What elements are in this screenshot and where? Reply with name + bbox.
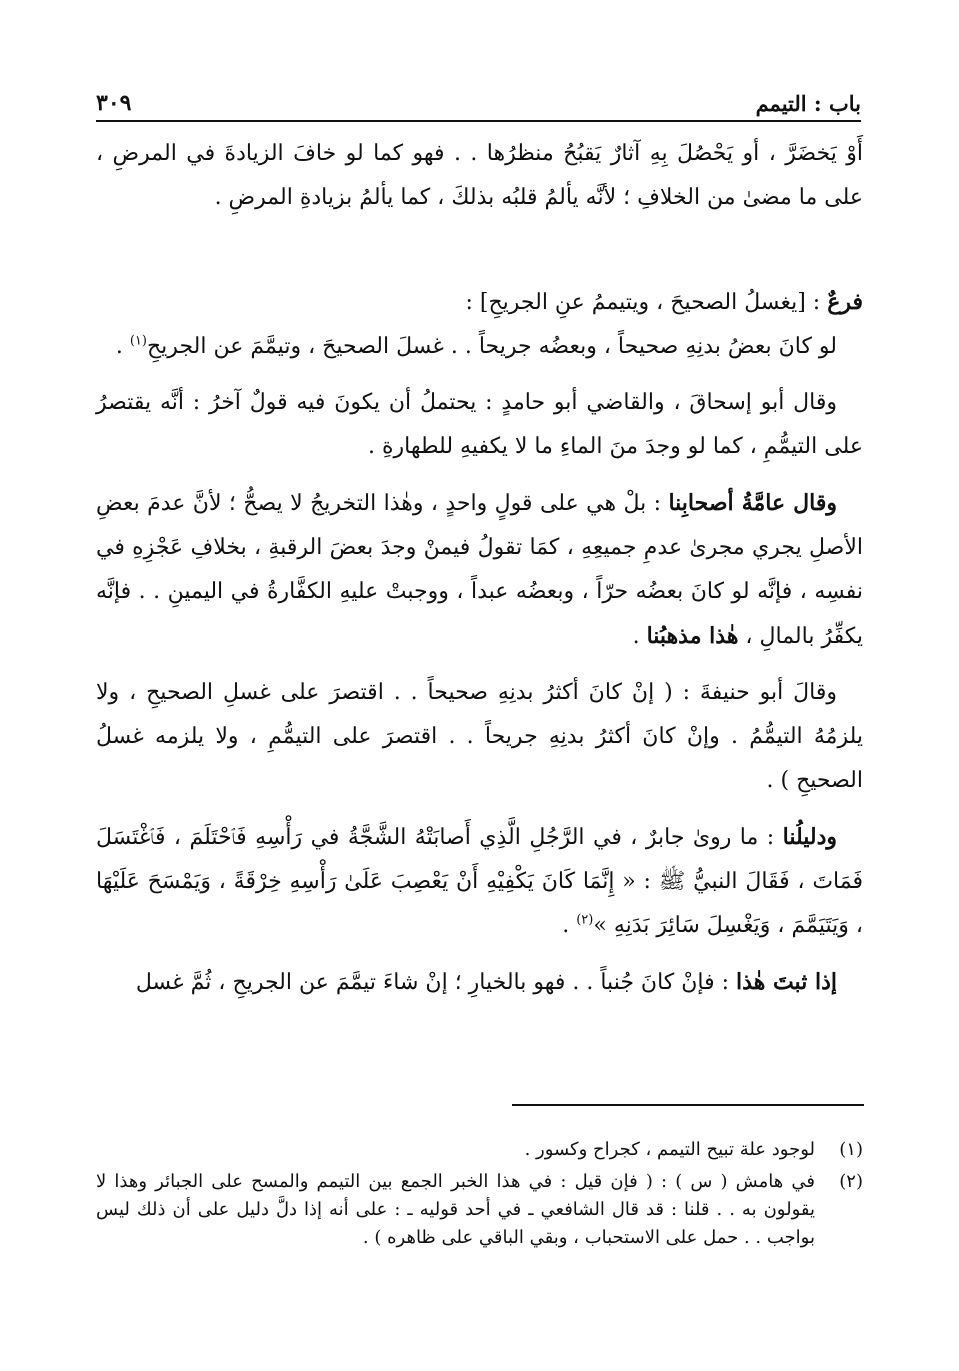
section-gap — [96, 220, 863, 280]
paragraph: وقالَ أبو حنيفةَ : ( إنْ كانَ أكثرُ بدنِهِ صحيحاً . . اقتصرَ على غسلِ الصحيحِ ، ولا يلزمُهُ التيمُّمُ . وإنْ كانَ أكثرُ بدنِهِ جريحاً . . اقتصرَ على التيمُّمِ ، ولا يلزمه غسلُ الصحيحِ ) . — [96, 680, 863, 793]
branch-title: : [يغسلُ الصحيحَ ، ويتيممُ عنِ الجريحِ] : — [465, 290, 828, 315]
footnote-divider — [512, 1104, 864, 1106]
paragraph — [96, 960, 863, 1005]
paragraph: وقال أبو إسحاقَ ، والقاضي أبو حامدٍ : يحتملُ أن يكونَ فيه قولٌ آخرُ : أنَّه يقتصرُ على التيمُّمِ ، كما لو وجدَ منَ الماءِ ما لا يكفيهِ للطهارةِ . — [96, 390, 863, 459]
footnote-ref[interactable]: (١) — [129, 333, 147, 349]
page-number: ٣٠٩ — [96, 90, 132, 116]
paragraph-text: : فإنْ كانَ جُنباً . . فهو بالخيارِ ؛ إنْ شاءَ تيمَّمَ عن الجريحِ ، ثُمَّ غسل — [135, 970, 737, 995]
chapter-title: باب : التيمم — [755, 91, 861, 116]
bold-lead: ودليلُنا — [782, 824, 837, 850]
paragraph-text: لو كانَ بعضُ بدنِهِ صحيحاً ، وبعضُه جريحاً . . غسلَ الصحيحَ ، وتيمَّمَ عن الجريحِ — [146, 334, 837, 359]
main-text — [96, 132, 863, 1005]
footnote-text: لوجود علة تبيح التيمم ، كجراح وكسور . — [524, 1139, 815, 1160]
footnote-ref[interactable]: (٢) — [576, 912, 594, 928]
footnote-text: في هامش ( س ) : ( فإن قيل : في هذا الخبر الجمع بين التيمم والمسح على الجبائر وهذا لا يقولون به . . قلنا : قد قال الشافعي ـ في أحد قوليه ـ : على أنه إذا دلَّ دليل على أن ذلك ليس بواجب . . حمل على الاستحباب ، وبقي الباقي على ظاهره ) . — [96, 1171, 815, 1248]
paragraph — [96, 481, 863, 659]
paragraph-end: . — [562, 913, 577, 938]
footnote-number: (٢) — [839, 1171, 863, 1192]
paragraph-text: : بلْ هي على قولٍ واحدٍ ، وهٰذا التخريجُ لا يصحُّ ؛ لأنَّ عدمَ بعضِ الأصلِ يجري مجرىٰ عدمِ جميعِهِ ، كمَا تقولُ فيمنْ وجدَ بعضَ الرقبةِ ، بخلافِ عَجْزِهِ في نفسِه ، فإنَّه لو كانَ بعضُه حرّاً ، وبعضُه عبداً ، ووجبتْ عليهِ الكفَّارةُ في اليمينِ . . فإنَّه يكفِّرُ بالمالِ ، — [96, 491, 863, 649]
paragraph — [96, 815, 863, 948]
paragraph — [96, 325, 863, 369]
footnotes — [96, 1136, 863, 1256]
bold-lead: وقال عامَّةُ أصحابِنا — [668, 490, 838, 516]
paragraph-text: : ما روىٰ جابرٌ ، في الرَّجُلِ الَّذِي أَصابَتْهُ الشَّجَّةُ في رَأْسِهِ فَٱحْتَلَمَ ، فَٱغْتَسَلَ فَمَاتَ ، فَقَالَ النبيُّ ﷺ : « إِنَّمَا كَانَ يَكْفِيْهِ أَنْ يَعْصِبَ عَلَىٰ رَأْسِهِ خِرْقَةً ، وَيَمْسَحَ عَلَيْهَا ، وَيَتَيَمَّمَ ، وَيَغْسِلَ سَائِرَ بَدَنِهِ » — [96, 825, 863, 938]
paragraph-end: . — [632, 624, 647, 649]
footnote — [96, 1136, 863, 1164]
running-header — [96, 82, 861, 116]
paragraph-end: . — [115, 334, 130, 359]
header-divider — [96, 120, 861, 122]
branch-label: فرعٌ — [827, 289, 863, 315]
paragraph-continuation: أَوْ يَخضَرَّ ، أو يَحْصُلَ بِهِ آثارٌ يَقبُحُ منظرُها . . فهو كما لو خافَ الزيادةَ في المرضِ ، على ما مضىٰ من الخلافِ ؛ لأنَّه يألمُ قلبُه بذلكَ ، كما يألمُ بزيادةِ المرضِ . — [96, 141, 863, 210]
branch-heading — [96, 280, 863, 325]
footnote — [96, 1168, 863, 1252]
footnote-number: (١) — [839, 1139, 863, 1160]
bold-lead: إذا ثبتَ هٰذا — [736, 969, 837, 995]
bold-phrase: هٰذا مذهبُنا — [646, 623, 739, 649]
